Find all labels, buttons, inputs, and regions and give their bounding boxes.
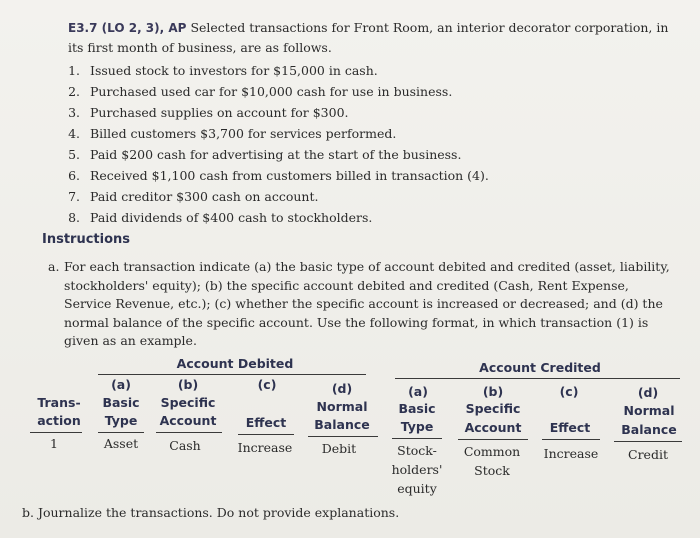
list-item: 3. Purchased supplies on account for $300. xyxy=(68,105,349,120)
divider xyxy=(392,438,442,439)
instruction-b-text: Journalize the transactions. Do not provide explanations. xyxy=(37,505,400,520)
table-cell: 1 xyxy=(50,436,58,451)
divider xyxy=(30,432,82,433)
table-cell: holders' xyxy=(391,462,443,477)
table-cell: Debit xyxy=(321,441,357,456)
instruction-a-label: a. xyxy=(48,259,60,274)
problem-intro xyxy=(68,18,683,57)
list-item: 1. Issued stock to investors for $15,000 in cash. xyxy=(68,63,378,78)
problem-id: E3.7 (LO 2, 3), AP xyxy=(68,21,187,35)
list-item: 7. Paid creditor $300 cash on account. xyxy=(68,189,319,204)
problem-text: Selected transactions for Front Room, an interior decorator corporation, in its first month of business, are as follows. xyxy=(68,20,669,55)
instruction-a-text: For each transaction indicate (a) the basic type of account debited and credited (asset, liability, stockholders' equity); (b) the specific account debited and credited (Cash, Rent Expense, Service Revenue, etc.); (c) whether the specific account is increased or decreased; and (d) the normal balance of the specific account. Use the following format, in which transaction (1) is given as an example. xyxy=(64,259,670,348)
divider xyxy=(238,434,294,435)
list-item: 4. Billed customers $3,700 for services performed. xyxy=(68,126,397,141)
instructions-heading: Instructions xyxy=(42,232,131,247)
divider xyxy=(458,439,528,440)
table-cell: Asset xyxy=(103,436,139,451)
instruction-b xyxy=(22,505,399,520)
table-cell: Common xyxy=(463,444,521,459)
divider xyxy=(395,378,680,379)
table-cell: Stock xyxy=(474,463,510,478)
table-cell: Cash xyxy=(169,438,201,453)
list-item: 6. Received $1,100 cash from customers billed in transaction (4). xyxy=(68,168,489,183)
table-cell: Increase xyxy=(543,446,599,461)
divider xyxy=(98,432,144,433)
textbook-page: E3.7 (LO 2, 3), AP Selected transactions for Front Room, an interior decorator corporation, in its first month of business, are as follows. 1. Issued stock to investors for $15,000 in cash. 2. Purchased used car for $10,000 cash for use in business. 3. Purchased supplies on account for $300. 4. Billed customers $3,700 for services performed. 5. Paid $200 cash for advertising at the start of the business. 6. Received $1,100 cash from customers billed in transaction (4). 7. Paid creditor $300 cash on account. 8. Paid dividends of $400 cash to stockholders. Instructions a. For each transaction indicate (a) the basic type of account debited and credited (asset, liability, stockholders' equity); (b) the specific account debited and credited (Cash, Rent Expense, Service Revenue, etc.); (c) whether the specific account is increased or decreased; and (d) the normal balance of the specific account. Use the following format, in which transaction (1) is given as an example. Account Debited Account Credited (a) (b) (c) (d) (a) (b) (c) (d) Trans- Basic Specific Normal Basic Specific Normal action Type Account Effect Balance Type Account Effect Balance 1 Asset Cash Increase Debit Stock- holders' equity Common Stock Increase Credit b. Journalize the transactions. Do not provide explanations. xyxy=(0,0,700,538)
divider xyxy=(156,432,222,433)
transaction-list xyxy=(58,60,578,228)
divider xyxy=(308,436,378,437)
instruction-a xyxy=(48,258,678,351)
table-cell: Stock- xyxy=(397,443,437,458)
table-cell: Increase xyxy=(237,440,293,455)
table-cell: Credit xyxy=(628,447,668,462)
table-cell: equity xyxy=(397,481,437,496)
divider xyxy=(98,374,366,375)
account-credited-heading: Account Credited xyxy=(479,360,601,375)
list-item: 2. Purchased used car for $10,000 cash for use in business. xyxy=(68,84,453,99)
divider xyxy=(542,439,600,440)
account-debited-heading: Account Debited xyxy=(176,356,294,371)
list-item: 5. Paid $200 cash for advertising at the start of the business. xyxy=(68,147,462,162)
list-item: 8. Paid dividends of $400 cash to stockholders. xyxy=(68,210,373,225)
instruction-b-label: b. xyxy=(22,505,34,520)
divider xyxy=(614,441,682,442)
